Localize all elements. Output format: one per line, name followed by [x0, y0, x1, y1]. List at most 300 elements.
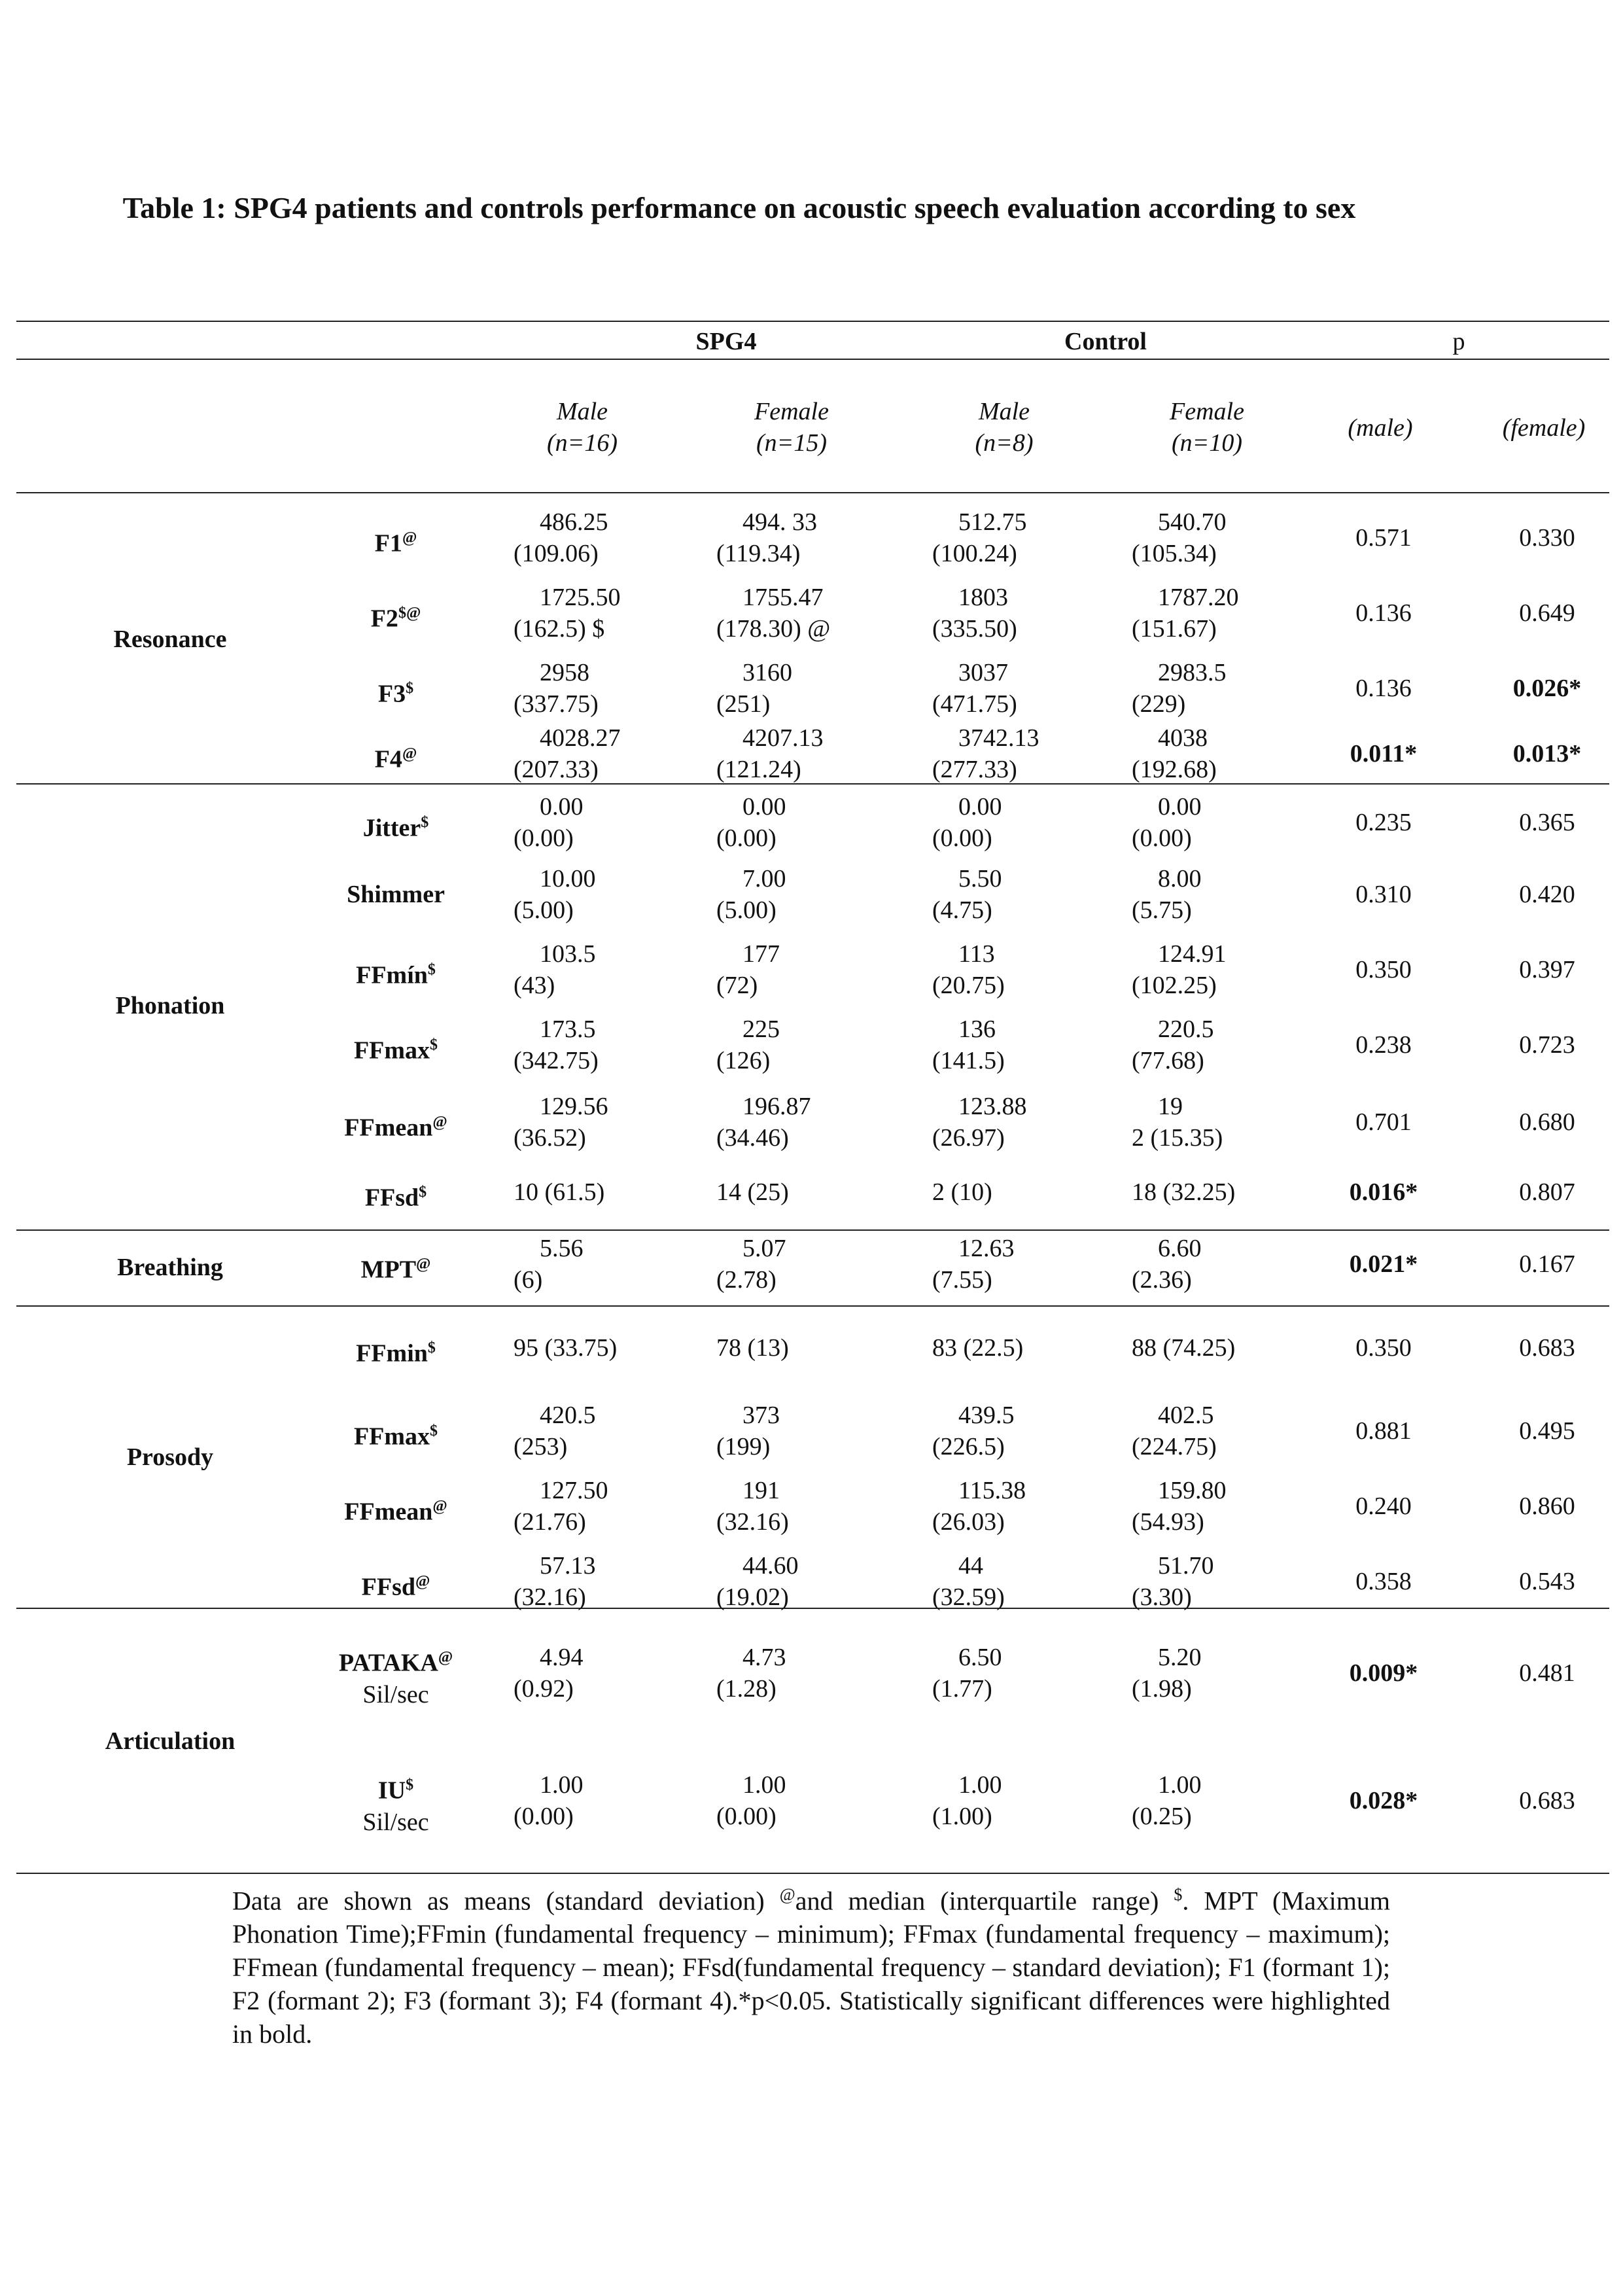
value-main: 113	[958, 940, 995, 968]
value-dispersion: (199)	[716, 1433, 771, 1460]
value-main: 512.75	[958, 508, 1027, 536]
value-cell-cf	[1132, 722, 1217, 785]
section-prosody: Prosody	[126, 1443, 214, 1471]
value-dispersion: (119.34)	[716, 540, 801, 567]
value-dispersion: (6)	[514, 1266, 543, 1294]
value-cell-cm	[932, 1550, 1005, 1613]
value-main: 2958	[540, 659, 589, 686]
value-cell-sf	[716, 1233, 786, 1296]
value-cell-sf	[716, 938, 780, 1001]
value-main: 4.94	[540, 1644, 584, 1671]
p-value-female: 0.683	[1519, 1787, 1575, 1814]
value-cell-sm	[514, 1233, 584, 1296]
row-variable-name: FFsd	[361, 1573, 416, 1601]
row-variable-marker: $	[430, 1036, 438, 1053]
row-variable	[301, 1566, 491, 1603]
row-variable-name: FFmax	[353, 1422, 430, 1451]
value-main: 3037	[958, 659, 1008, 686]
p-value-male: 0.009*	[1349, 1659, 1418, 1687]
value-cell-sf	[716, 1400, 780, 1462]
header-control-male-n: (n=8)	[975, 429, 1034, 457]
value-main: 83 (22.5)	[932, 1333, 1024, 1362]
header-control-male-label: Male	[978, 398, 1030, 425]
value-cell-sm	[514, 722, 621, 785]
value-main: 78 (13)	[716, 1333, 789, 1362]
value-cell-cf	[1132, 863, 1202, 926]
value-main: 1725.50	[540, 584, 621, 611]
row-variable	[301, 522, 491, 559]
value-main: 51.70	[1158, 1552, 1214, 1580]
row-variable	[301, 1248, 491, 1286]
header-control-female-n: (n=10)	[1172, 429, 1242, 457]
value-main: 0.00	[1158, 793, 1202, 821]
value-dispersion: (192.68)	[1132, 756, 1217, 783]
p-value-male: 0.028*	[1349, 1787, 1418, 1814]
value-cell-cf	[1132, 791, 1202, 854]
value-cell-sm	[514, 863, 596, 926]
footnote-sup-at: @	[779, 1885, 795, 1904]
value-dispersion: (226.5)	[932, 1433, 1005, 1460]
value-main: 1.00	[742, 1771, 786, 1799]
value-dispersion: (77.68)	[1132, 1047, 1204, 1074]
row-variable-marker: @	[432, 1498, 447, 1515]
header-control-female	[1135, 396, 1279, 459]
row-variable	[301, 1176, 491, 1214]
value-main: 0.00	[742, 793, 786, 821]
value-main: 0.00	[958, 793, 1002, 821]
header-spg4-male-label: Male	[556, 398, 608, 425]
value-main: 2983.5	[1158, 659, 1227, 686]
value-main: 123.88	[958, 1092, 1027, 1120]
value-dispersion: (0.00)	[514, 824, 574, 852]
value-main: 220.5	[1158, 1016, 1214, 1043]
value-main: 19	[1158, 1092, 1183, 1120]
value-main: 124.91	[1158, 940, 1227, 968]
value-dispersion: (5.00)	[514, 896, 574, 924]
row-variable-name: FFmean	[344, 1498, 433, 1526]
value-main: 173.5	[540, 1016, 596, 1043]
value-cell-cf	[1132, 1550, 1214, 1613]
value-cell-sf	[716, 1642, 786, 1704]
row-variable	[301, 1491, 491, 1528]
value-dispersion: (1.98)	[1132, 1675, 1192, 1703]
footnote-part2: and median (interquartile range)	[795, 1886, 1174, 1916]
value-main: 5.20	[1158, 1644, 1202, 1671]
row-variable-marker: @	[416, 1256, 431, 1273]
value-main: 5.50	[958, 865, 1002, 892]
row-variable-unit: Sil/sec	[362, 1680, 429, 1708]
value-cell-cf	[1132, 1400, 1217, 1462]
value-main: 540.70	[1158, 508, 1227, 536]
rule-header-groups	[16, 359, 1609, 360]
value-dispersion: (26.03)	[932, 1508, 1005, 1536]
value-main: 439.5	[958, 1402, 1015, 1429]
value-dispersion: (5.75)	[1132, 896, 1192, 924]
row-variable-marker: $	[427, 1339, 436, 1356]
value-main: 1755.47	[742, 584, 824, 611]
value-cell-sm	[514, 506, 608, 569]
value-main: 177	[742, 940, 780, 968]
value-dispersion: (141.5)	[932, 1047, 1005, 1074]
section-resonance: Resonance	[113, 626, 227, 653]
value-main: 1.00	[1158, 1771, 1202, 1799]
value-main: 1.00	[540, 1771, 584, 1799]
row-variable	[301, 673, 491, 710]
value-cell-cf	[1132, 657, 1227, 720]
value-cell-sm	[514, 1400, 596, 1462]
rule-bottom	[16, 1873, 1609, 1874]
value-cell-cm	[932, 722, 1039, 785]
header-spg4-female	[720, 396, 864, 459]
header-spg4-female-label: Female	[754, 398, 829, 425]
row-variable	[301, 1415, 491, 1453]
p-value-male: 0.350	[1355, 1333, 1412, 1362]
p-value-female: 0.420	[1519, 881, 1575, 908]
header-p-male: (male)	[1348, 414, 1413, 442]
value-dispersion: (342.75)	[514, 1047, 599, 1074]
p-value-male: 0.136	[1355, 599, 1412, 627]
row-variable-marker: @	[415, 1573, 430, 1590]
value-dispersion: (21.76)	[514, 1508, 586, 1536]
row-variable-marker: $	[421, 814, 429, 831]
row-variable-marker: @	[438, 1649, 453, 1666]
value-dispersion: (105.34)	[1132, 540, 1217, 567]
value-main: 10 (61.5)	[514, 1178, 605, 1206]
value-main: 4.73	[742, 1644, 786, 1671]
row-variable-marker: @	[402, 745, 417, 762]
row-variable	[301, 879, 491, 910]
value-cell-cm	[932, 1332, 1023, 1364]
row-variable-name: FFmax	[353, 1036, 430, 1065]
value-dispersion: (0.00)	[932, 824, 992, 852]
value-main: 159.80	[1158, 1477, 1227, 1504]
value-dispersion: (471.75)	[932, 690, 1017, 718]
header-spg4-male	[510, 396, 654, 459]
value-dispersion: (2.36)	[1132, 1266, 1192, 1294]
value-main: 44.60	[742, 1552, 799, 1580]
value-main: 1803	[958, 584, 1008, 611]
section-phonation: Phonation	[115, 992, 225, 1019]
value-main: 10.00	[540, 865, 596, 892]
value-main: 3742.13	[958, 724, 1039, 752]
value-cell-sf	[716, 1176, 789, 1208]
row-variable	[301, 1769, 491, 1838]
row-variable-marker: $	[419, 1184, 427, 1201]
p-value-female: 0.683	[1519, 1333, 1575, 1362]
row-variable	[301, 954, 491, 991]
value-main: 44	[958, 1552, 983, 1580]
value-cell-sf	[716, 863, 786, 926]
row-variable-marker: @	[432, 1113, 447, 1131]
row-variable-name: FFmín	[356, 961, 428, 989]
row-variable	[301, 1106, 491, 1144]
value-main: 1.00	[958, 1771, 1002, 1799]
value-main: 18 (32.25)	[1132, 1178, 1236, 1206]
header-control-female-label: Female	[1170, 398, 1244, 425]
value-dispersion: (5.00)	[716, 896, 777, 924]
value-dispersion: (337.75)	[514, 690, 599, 718]
row-variable	[301, 807, 491, 844]
value-cell-cf	[1132, 938, 1227, 1001]
value-cell-cm	[932, 506, 1027, 569]
value-dispersion: (1.00)	[932, 1803, 992, 1830]
row-variable-name: PATAKA	[338, 1649, 438, 1677]
p-value-female: 0.481	[1519, 1659, 1575, 1687]
value-dispersion: (72)	[716, 972, 758, 999]
row-variable-name: FFmin	[356, 1339, 428, 1368]
value-dispersion: (19.02)	[716, 1583, 789, 1611]
value-cell-cm	[932, 1475, 1026, 1538]
value-cell-cf	[1132, 1091, 1223, 1154]
value-main: 7.00	[742, 865, 786, 892]
value-cell-sm	[514, 1475, 608, 1538]
value-main: 494. 33	[742, 508, 817, 536]
value-cell-sm	[514, 1014, 599, 1076]
header-spg4-male-n: (n=16)	[547, 429, 618, 457]
row-variable-name: F1	[374, 529, 402, 557]
value-main: 4207.13	[742, 724, 824, 752]
value-cell-cm	[932, 1014, 1005, 1076]
row-variable-name: F3	[377, 680, 406, 708]
footnote	[232, 1878, 1390, 2051]
table-title: Table 1: SPG4 patients and controls performance on acoustic speech evaluation according to sex	[122, 191, 1356, 224]
value-main: 191	[742, 1477, 780, 1504]
p-value-male: 0.238	[1355, 1031, 1412, 1059]
value-dispersion: (34.46)	[716, 1123, 789, 1152]
value-main: 95 (33.75)	[514, 1333, 618, 1362]
value-cell-cm	[932, 1176, 992, 1208]
value-dispersion: (121.24)	[716, 756, 801, 783]
value-main: 4038	[1158, 724, 1208, 752]
row-variable-name: IU	[377, 1776, 406, 1805]
value-dispersion: (277.33)	[932, 756, 1017, 783]
value-main: 0.00	[540, 793, 584, 821]
footnote-sup-dollar: $	[1174, 1885, 1183, 1904]
value-main: 225	[742, 1016, 780, 1043]
footnote-part1: Data are shown as means (standard deviation)	[232, 1886, 780, 1916]
row-variable-marker: $	[427, 961, 436, 978]
row-variable	[301, 738, 491, 775]
value-dispersion: (1.77)	[932, 1675, 992, 1703]
p-value-female: 0.026*	[1512, 675, 1582, 702]
value-main: 4028.27	[540, 724, 621, 752]
header-spg4: SPG4	[695, 328, 757, 355]
value-cell-sf	[716, 1769, 786, 1832]
value-dispersion: (36.52)	[514, 1123, 586, 1152]
value-dispersion: (0.00)	[716, 1803, 777, 1830]
value-main: 3160	[742, 659, 792, 686]
header-p-female: (female)	[1502, 414, 1586, 442]
value-cell-sm	[514, 938, 596, 1001]
row-variable-name: FFsd	[364, 1184, 419, 1212]
value-cell-cm	[932, 1091, 1027, 1154]
value-dispersion: (20.75)	[932, 972, 1005, 999]
value-dispersion: (151.67)	[1132, 615, 1217, 643]
value-main: 115.38	[958, 1477, 1026, 1504]
value-cell-cm	[932, 657, 1017, 720]
value-dispersion: (32.16)	[716, 1508, 789, 1536]
value-cell-cf	[1132, 1769, 1202, 1832]
value-dispersion: (162.5) $	[514, 615, 605, 643]
value-main: 136	[958, 1016, 996, 1043]
value-cell-sf	[716, 722, 824, 785]
value-dispersion: (178.30) @	[716, 615, 831, 643]
value-dispersion: (0.00)	[716, 824, 777, 852]
p-value-female: 0.723	[1519, 1031, 1575, 1059]
p-value-male: 0.701	[1355, 1108, 1412, 1136]
p-value-female: 0.543	[1519, 1568, 1575, 1595]
row-variable-name: MPT	[360, 1256, 417, 1284]
value-dispersion: (7.55)	[932, 1266, 992, 1294]
header-control: Control	[1064, 328, 1147, 355]
value-main: 57.13	[540, 1552, 596, 1580]
value-cell-cm	[932, 863, 1002, 926]
value-dispersion: (32.16)	[514, 1583, 586, 1611]
value-dispersion: (224.75)	[1132, 1433, 1217, 1460]
header-p: p	[1452, 328, 1465, 355]
value-cell-sf	[716, 582, 830, 645]
p-value-female: 0.013*	[1512, 740, 1582, 768]
p-value-male: 0.021*	[1349, 1250, 1418, 1278]
value-cell-cm	[932, 1233, 1015, 1296]
value-cell-sf	[716, 506, 817, 569]
value-main: 486.25	[540, 508, 608, 536]
p-value-female: 0.330	[1519, 524, 1575, 552]
value-main: 402.5	[1158, 1402, 1214, 1429]
p-value-male: 0.240	[1355, 1492, 1412, 1520]
value-cell-sf	[716, 1332, 789, 1364]
row-variable-marker: @	[402, 529, 417, 546]
value-cell-cf	[1132, 1233, 1202, 1296]
value-cell-sm	[514, 1642, 584, 1704]
value-cell-cm	[932, 1769, 1002, 1832]
value-dispersion: (54.93)	[1132, 1508, 1204, 1536]
value-dispersion: (3.30)	[1132, 1583, 1192, 1611]
p-value-male: 0.350	[1355, 956, 1412, 983]
p-value-female: 0.807	[1519, 1178, 1575, 1206]
value-main: 127.50	[540, 1477, 608, 1504]
value-dispersion: (335.50)	[932, 615, 1017, 643]
rule-header-bottom	[16, 492, 1609, 493]
row-variable-marker: $@	[398, 605, 421, 622]
value-cell-cf	[1132, 506, 1227, 569]
p-value-female: 0.649	[1519, 599, 1575, 627]
value-cell-sm	[514, 1550, 596, 1613]
row-variable-marker: $	[406, 1776, 414, 1793]
rule-after-prosody	[16, 1608, 1609, 1609]
row-variable-marker: $	[430, 1422, 438, 1439]
row-variable-marker: $	[406, 680, 414, 697]
value-dispersion: (207.33)	[514, 756, 599, 783]
value-cell-sm	[514, 791, 584, 854]
value-dispersion: (253)	[514, 1433, 568, 1460]
value-dispersion: (102.25)	[1132, 972, 1217, 999]
row-variable	[301, 1029, 491, 1067]
p-value-male: 0.235	[1355, 809, 1412, 836]
value-cell-sf	[716, 1475, 789, 1538]
section-breathing: Breathing	[117, 1254, 223, 1281]
row-variable-name: Jitter	[362, 814, 421, 842]
rule-top	[16, 321, 1609, 322]
row-variable	[301, 1332, 491, 1369]
p-value-female: 0.860	[1519, 1492, 1575, 1520]
value-dispersion: (0.00)	[514, 1803, 574, 1830]
value-cell-sf	[716, 791, 786, 854]
value-main: 5.56	[540, 1235, 584, 1262]
value-dispersion: (4.75)	[932, 896, 992, 924]
value-main: 12.63	[958, 1235, 1015, 1262]
value-cell-cm	[932, 791, 1002, 854]
value-cell-sm	[514, 582, 621, 645]
p-value-male: 0.016*	[1349, 1178, 1418, 1206]
value-cell-cf	[1132, 1642, 1202, 1704]
header-spg4-female-n: (n=15)	[756, 429, 827, 457]
section-articulation: Articulation	[105, 1727, 236, 1755]
value-dispersion: (1.28)	[716, 1675, 777, 1703]
row-variable	[301, 1642, 491, 1710]
value-cell-cm	[932, 1642, 1002, 1704]
value-cell-cf	[1132, 1475, 1227, 1538]
p-value-male: 0.310	[1355, 881, 1412, 908]
value-dispersion: (43)	[514, 972, 555, 999]
value-main: 2 (10)	[932, 1178, 992, 1206]
p-value-female: 0.397	[1519, 956, 1575, 983]
value-dispersion: 2 (15.35)	[1132, 1123, 1223, 1152]
p-value-male: 0.136	[1355, 675, 1412, 702]
value-cell-cm	[932, 938, 1005, 1001]
rule-after-breathing	[16, 1305, 1609, 1307]
value-dispersion: (229)	[1132, 690, 1186, 718]
row-variable-name: F2	[370, 605, 398, 633]
value-cell-sm	[514, 1332, 617, 1364]
p-value-male: 0.011*	[1350, 740, 1418, 768]
value-cell-cf	[1132, 1014, 1214, 1076]
value-cell-sm	[514, 1769, 584, 1832]
value-main: 6.60	[1158, 1235, 1202, 1262]
value-main: 8.00	[1158, 865, 1202, 892]
value-cell-sm	[514, 1176, 604, 1208]
p-value-female: 0.365	[1519, 809, 1575, 836]
value-cell-sf	[716, 1014, 780, 1076]
value-main: 103.5	[540, 940, 596, 968]
p-value-female: 0.680	[1519, 1108, 1575, 1136]
value-dispersion: (32.59)	[932, 1583, 1005, 1611]
p-value-female: 0.495	[1519, 1417, 1575, 1445]
value-cell-cm	[932, 582, 1017, 645]
value-main: 373	[742, 1402, 780, 1429]
value-dispersion: (109.06)	[514, 540, 599, 567]
header-control-male	[932, 396, 1076, 459]
value-main: 14 (25)	[716, 1178, 789, 1206]
value-cell-sf	[716, 1091, 811, 1154]
value-main: 1787.20	[1158, 584, 1239, 611]
value-dispersion: (26.97)	[932, 1123, 1005, 1152]
value-cell-sm	[514, 657, 599, 720]
row-variable	[301, 597, 491, 635]
footnote-part3: . MPT (Maximum Phonation Time);FFmin (fundamental frequency – minimum); FFmax (fundamental frequency – maximum); FFmean (fundamental frequency – mean); FFsd(fundamental frequency – standard deviation); F1 (formant 1); F2 (formant 2); F3 (formant 3); F4 (formant 4).*p<0.05. Statistically significant differences were highlighted in bold.	[232, 1886, 1390, 2049]
p-value-male: 0.571	[1355, 524, 1412, 552]
value-main: 420.5	[540, 1402, 596, 1429]
rule-after-phonation	[16, 1229, 1609, 1231]
value-cell-sf	[716, 1550, 799, 1613]
row-variable-name: FFmean	[344, 1114, 433, 1142]
p-value-male: 0.358	[1355, 1568, 1412, 1595]
value-main: 129.56	[540, 1092, 608, 1120]
value-dispersion: (100.24)	[932, 540, 1017, 567]
p-value-female: 0.167	[1519, 1250, 1575, 1278]
value-cell-cm	[932, 1400, 1015, 1462]
p-value-male: 0.881	[1355, 1417, 1412, 1445]
